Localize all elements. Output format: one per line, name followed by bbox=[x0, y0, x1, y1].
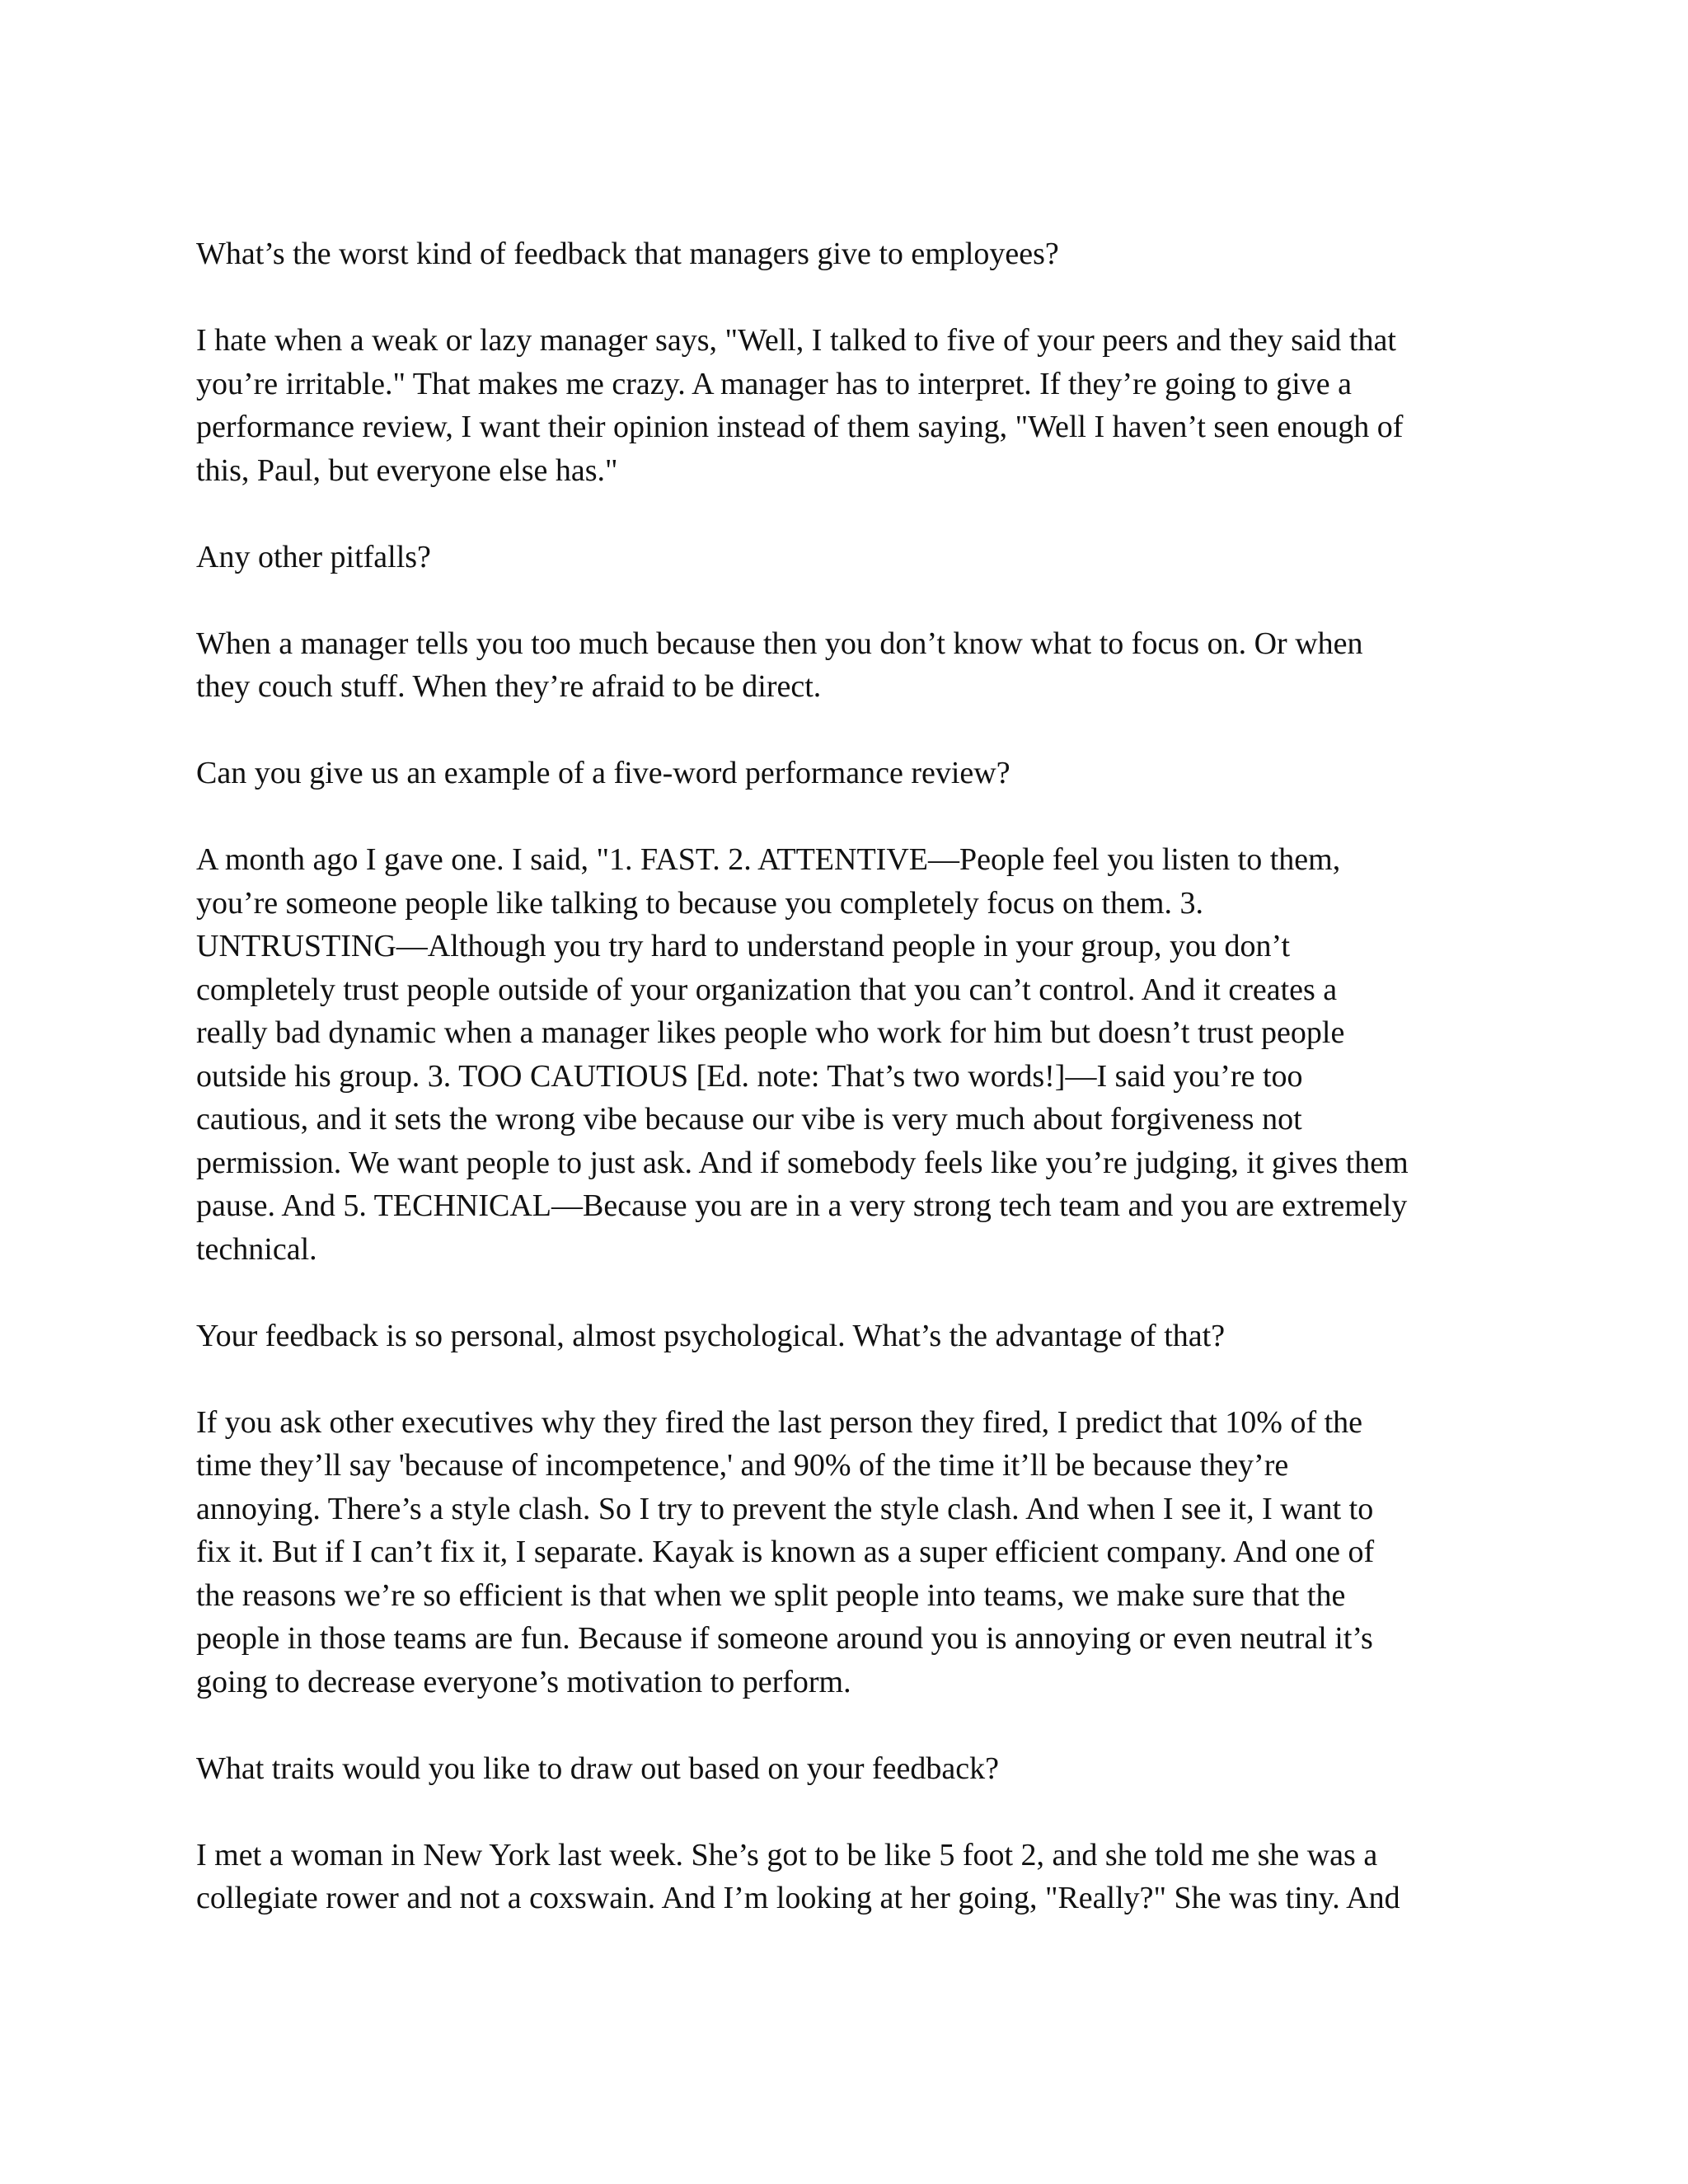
text-line: the reasons we’re so efficient is that when we split people into teams, we make sure that the bbox=[196, 1577, 1346, 1613]
text-line: you’re irritable." That makes me crazy. A manager has to interpret. If they’re going to give a bbox=[196, 366, 1352, 401]
text-line: collegiate rower and not a coxswain. And I’m looking at her going, "Really?" She was tiny. And bbox=[196, 1881, 1400, 1915]
text-line: they couch stuff. When they’re afraid to be direct. bbox=[196, 669, 822, 704]
text-line: completely trust people outside of your organization that you can’t control. And it creates a bbox=[196, 972, 1338, 1007]
text-line: Any other pitfalls? bbox=[196, 539, 431, 574]
text-line: cautious, and it sets the wrong vibe because our vibe is very much about forgiveness not bbox=[196, 1102, 1302, 1137]
question-paragraph bbox=[196, 1315, 1482, 1358]
question-paragraph bbox=[196, 536, 1482, 579]
answer-paragraph bbox=[196, 319, 1482, 492]
text-line: Your feedback is so personal, almost psychological. What’s the advantage of that? bbox=[196, 1318, 1226, 1353]
text-line: pause. And 5. TECHNICAL—Because you are in a very strong tech team and you are extremely bbox=[196, 1188, 1408, 1223]
text-line: annoying. There’s a style clash. So I try to prevent the style clash. And when I see it, I want to bbox=[196, 1491, 1374, 1526]
text-line: going to decrease everyone’s motivation to perform. bbox=[196, 1664, 851, 1699]
question-paragraph bbox=[196, 1747, 1482, 1791]
text-line: fix it. But if I can’t fix it, I separate. Kayak is known as a super efficient company. And one of bbox=[196, 1535, 1375, 1569]
text-line: A month ago I gave one. I said, "1. FAST. 2. ATTENTIVE—People feel you listen to them, bbox=[196, 842, 1341, 877]
text-line: you’re someone people like talking to because you completely focus on them. 3. bbox=[196, 885, 1203, 921]
text-line: this, Paul, but everyone else has." bbox=[196, 452, 618, 488]
text-line: If you ask other executives why they fired the last person they fired, I predict that 10% of the bbox=[196, 1404, 1363, 1440]
text-line: performance review, I want their opinion instead of them saying, "Well I haven’t seen enough of bbox=[196, 410, 1404, 444]
text-line: I met a woman in New York last week. She’s got to be like 5 foot 2, and she told me she was a bbox=[196, 1837, 1378, 1872]
text-line: really bad dynamic when a manager likes people who work for him but doesn’t trust people bbox=[196, 1015, 1345, 1050]
answer-paragraph bbox=[196, 838, 1482, 1271]
answer-paragraph bbox=[196, 1834, 1482, 1920]
text-line: UNTRUSTING—Although you try hard to understand people in your group, you don’t bbox=[196, 929, 1291, 963]
text-line: What’s the worst kind of feedback that managers give to employees? bbox=[196, 237, 1059, 271]
text-line: Can you give us an example of a five-word performance review? bbox=[196, 756, 1010, 790]
text-line: time they’ll say 'because of incompetence,' and 90% of the time it’ll be because they’re bbox=[196, 1448, 1289, 1483]
text-line: I hate when a weak or lazy manager says, "Well, I talked to five of your peers and they said that bbox=[196, 323, 1396, 358]
text-line: people in those teams are fun. Because if someone around you is annoying or even neutral it’s bbox=[196, 1621, 1373, 1656]
question-paragraph bbox=[196, 752, 1482, 795]
text-line: permission. We want people to just ask. And if somebody feels like you’re judging, it gives them bbox=[196, 1145, 1409, 1180]
document-body bbox=[196, 232, 1482, 1963]
question-paragraph bbox=[196, 232, 1482, 276]
text-line: outside his group. 3. TOO CAUTIOUS [Ed. note: That’s two words!]—I said you’re too bbox=[196, 1058, 1303, 1094]
text-line: What traits would you like to draw out based on your feedback? bbox=[196, 1750, 999, 1786]
answer-paragraph bbox=[196, 622, 1482, 709]
text-line: When a manager tells you too much because then you don’t know what to focus on. Or when bbox=[196, 626, 1363, 661]
text-line: technical. bbox=[196, 1231, 317, 1267]
answer-paragraph bbox=[196, 1401, 1482, 1704]
